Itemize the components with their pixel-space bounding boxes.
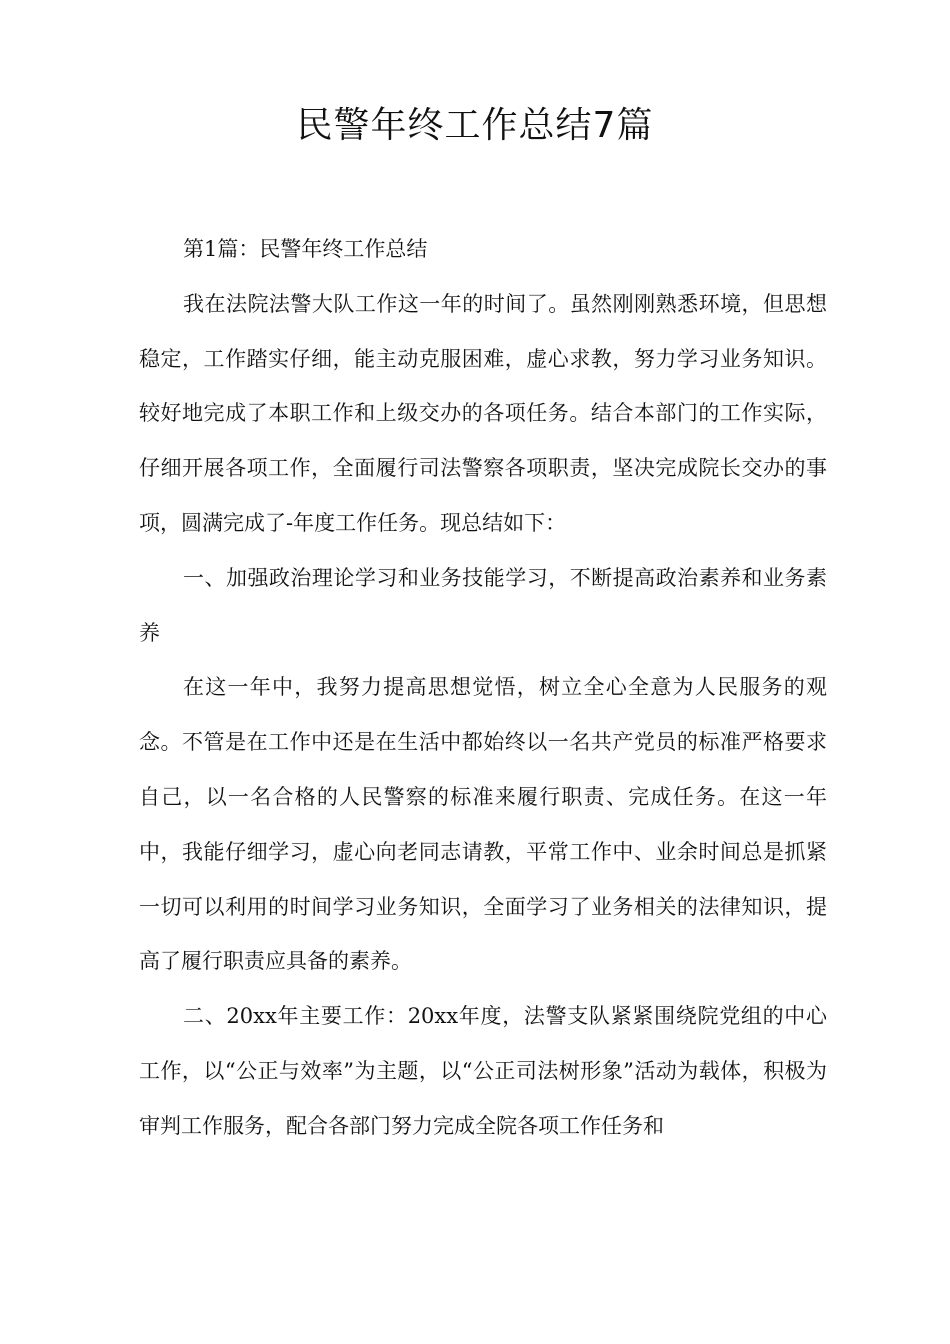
- document-title: 民警年终工作总结7篇: [296, 105, 654, 146]
- document-body: [139, 222, 827, 1154]
- paragraph: 在这一年中，我努力提高思想觉悟，树立全心全意为人民服务的观念。不管是在工作中还是在生活中都始终以一名共产党员的标准严格要求自己，以一名合格的人民警察的标准来履行职责、完成任务。在这一年中，我能仔细学习，虚心向老同志请教，平常工作中、业余时间总是抓紧一切可以利用的时间学习业务知识，全面学习了业务相关的法律知识，提高了履行职责应具备的素养。: [139, 675, 827, 974]
- paragraph: 我在法院法警大队工作这一年的时间了。虽然刚刚熟悉环境，但思想稳定，工作踏实仔细，能主动克服困难，虚心求教，努力学习业务知识。较好地完成了本职工作和上级交办的各项任务。结合本部门的工作实际，仔细开展各项工作，全面履行司法警察各项职责，坚决完成院长交办的事项，圆满完成了-年度工作任务。现总结如下：: [139, 291, 827, 535]
- section-heading: 第1篇：民警年终工作总结: [183, 237, 428, 261]
- paragraph: 二、20xx年主要工作：20xx年度，法警支队紧紧围绕院党组的中心工作，以“公正与效率”为主题，以“公正司法树形象”活动为载体，积极为审判工作服务，配合各部门努力完成全院各项工作任务和: [139, 1004, 827, 1138]
- paragraph: 一、加强政治理论学习和业务技能学习，不断提高政治素养和业务素养: [139, 565, 827, 645]
